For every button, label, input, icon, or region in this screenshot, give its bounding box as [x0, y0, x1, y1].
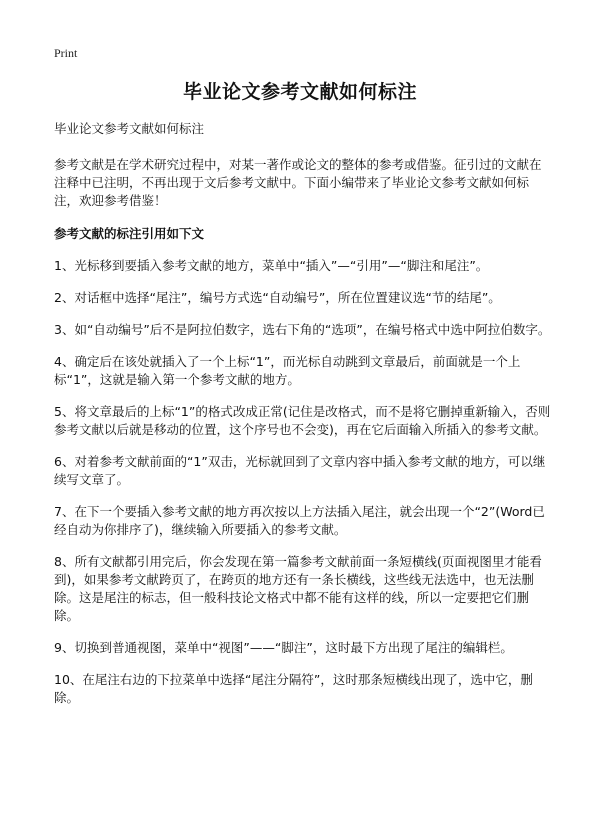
step-item: 4、确定后在该处就插入了一个上标“1”，而光标自动跳到文章最后，前面就是一个上标“1”，这就是输入第一个参考文献的地方。 — [54, 354, 521, 387]
step-item: 1、光标移到要插入参考文献的地方，菜单中“插入”—“引用”—“脚注和尾注”。 — [54, 258, 489, 273]
intro-paragraph: 参考文献是在学术研究过程中，对某一著作或论文的整体的参考或借鉴。征引过的文献在注释中已注明，不再出现于文后参考文献中。下面小编带来了毕业论文参考文献如何标注，欢迎参考借鉴！ — [54, 157, 542, 208]
step-item: 8、所有文献都引用完后，你会发现在第一篇参考文献前面一条短横线(页面视图里才能看到)，如果参考文献跨页了，在跨页的地方还有一条长横线，这些线无法选中，也无法删除。这是尾注的标志，但一般科技论文格式中都不能有这样的线，所以一定要把它们删除。 — [54, 554, 542, 623]
step-item: 7、在下一个要插入参考文献的地方再次按以上方法插入尾注，就会出现一个“2”(Word已经自动为你排序了)，继续输入所要插入的参考文献。 — [54, 504, 545, 537]
page-title: 毕业论文参考文献如何标注 — [182, 81, 417, 103]
step-item: 2、对话框中选择“尾注”，编号方式选“自动编号”，所在位置建议选“节的结尾”。 — [54, 290, 501, 305]
step-item: 9、切换到普通视图，菜单中“视图”——“脚注”，这时最下方出现了尾注的编辑栏。 — [54, 640, 513, 655]
step-item: 5、将文章最后的上标“1”的格式改成正常(记住是改格式，而不是将它删掉重新输入，否则参考文献以后就是移动的位置，这个序号也不会变)，再在它后面输入所插入的参考文献。 — [54, 404, 551, 437]
step-item: 3、如“自动编号”后不是阿拉伯数字，选右下角的“选项”，在编号格式中选中阿拉伯数字。 — [54, 322, 551, 337]
steps-list — [54, 257, 552, 707]
document-subtitle: 毕业论文参考文献如何标注 — [54, 121, 205, 136]
step-item: 6、对着参考文献前面的“1”双击，光标就回到了文章内容中插入参考文献的地方，可以继续写文章了。 — [54, 454, 546, 487]
step-item: 10、在尾注右边的下拉菜单中选择“尾注分隔符”，这时那条短横线出现了，选中它，删除。 — [54, 672, 533, 705]
section-heading: 参考文献的标注引用如下文 — [54, 226, 205, 241]
document-body — [54, 120, 552, 721]
print-label: Print — [54, 46, 78, 60]
